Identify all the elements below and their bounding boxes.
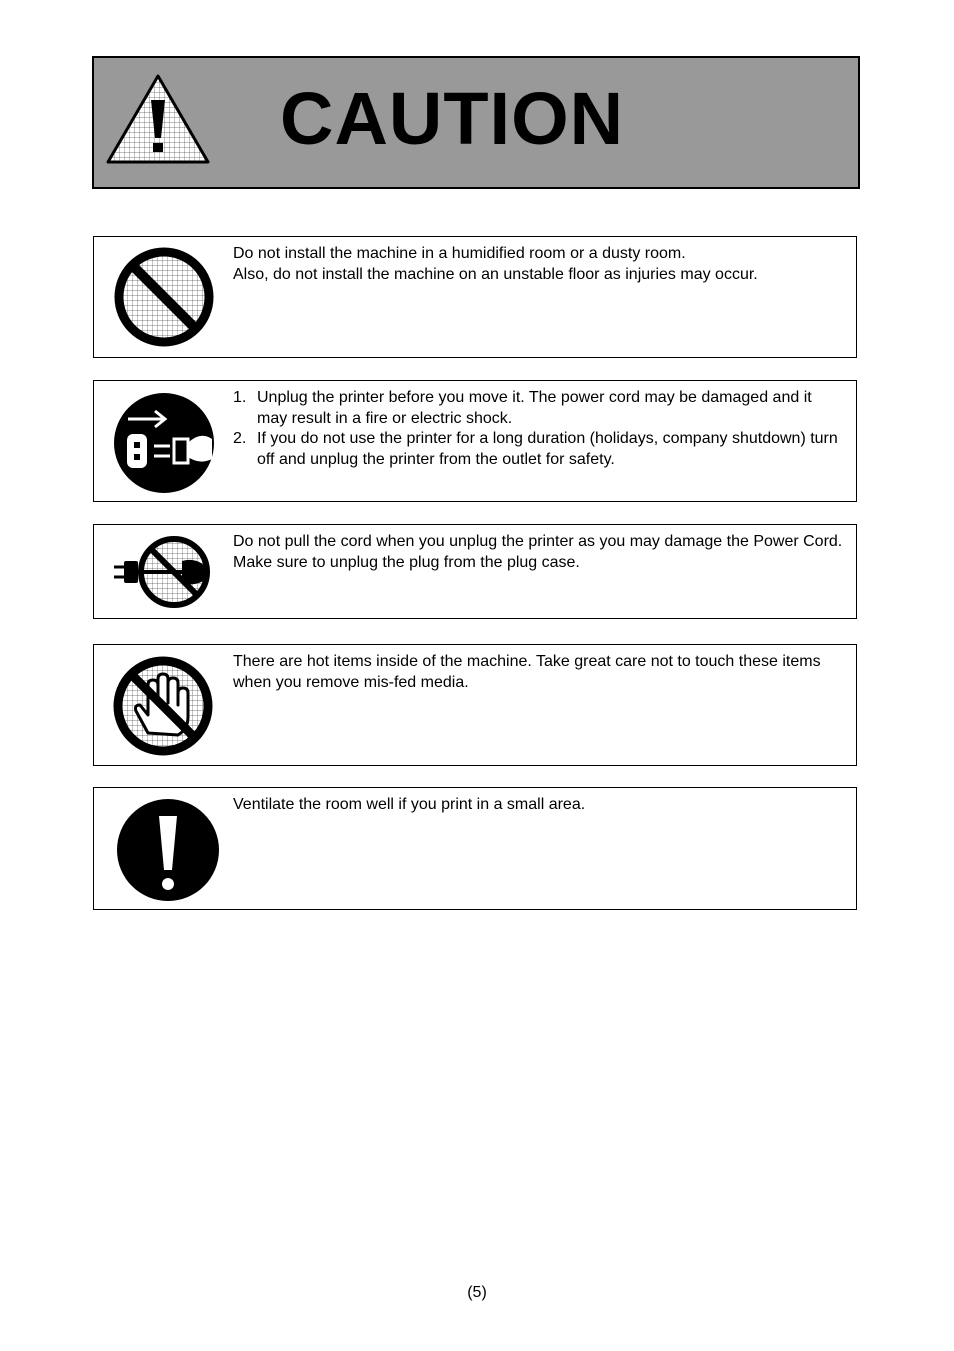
no-touch-hand-icon	[112, 655, 214, 757]
caution-line: Also, do not install the machine on an unstable floor as injuries may occur.	[233, 265, 758, 283]
unplug-icon	[112, 391, 216, 495]
caution-text	[233, 652, 843, 693]
caution-line: There are hot items inside of the machine. Take great care not to touch these items when you remove mis-fed media.	[233, 653, 821, 691]
list-item	[233, 429, 843, 470]
caution-item-ventilate	[93, 787, 857, 910]
caution-banner	[92, 56, 860, 189]
no-pull-cord-icon	[112, 533, 216, 611]
caution-text	[233, 795, 843, 816]
list-item-number: 1.	[233, 389, 247, 406]
mandatory-exclamation-icon	[116, 798, 220, 902]
caution-line: Do not install the machine in a humidified room or a dusty room.	[233, 245, 686, 262]
caution-item-unplug	[93, 380, 857, 502]
caution-list	[233, 388, 843, 470]
caution-title: CAUTION	[280, 77, 625, 160]
warning-triangle-icon	[104, 72, 212, 166]
caution-text	[233, 532, 843, 573]
list-item-number: 2.	[233, 430, 247, 447]
caution-item-hot-items	[93, 644, 857, 766]
prohibited-icon	[112, 245, 216, 349]
caution-text	[233, 388, 843, 470]
list-item-text: If you do not use the printer for a long duration (holidays, company shutdown) turn off and unplug the printer from the outlet for safety.	[257, 430, 838, 468]
list-item-text: Unplug the printer before you move it. The power cord may be damaged and it may result in a fire or electric shock.	[257, 389, 812, 427]
caution-item-humid-room	[93, 236, 857, 358]
caution-line: Do not pull the cord when you unplug the printer as you may damage the Power Cord. Make sure to unplug the plug from the plug case.	[233, 533, 843, 571]
list-item	[233, 388, 843, 429]
caution-line: Ventilate the room well if you print in a small area.	[233, 796, 586, 813]
caution-text	[233, 244, 843, 285]
page-number: (5)	[467, 1284, 487, 1301]
caution-item-pull-cord	[93, 524, 857, 619]
